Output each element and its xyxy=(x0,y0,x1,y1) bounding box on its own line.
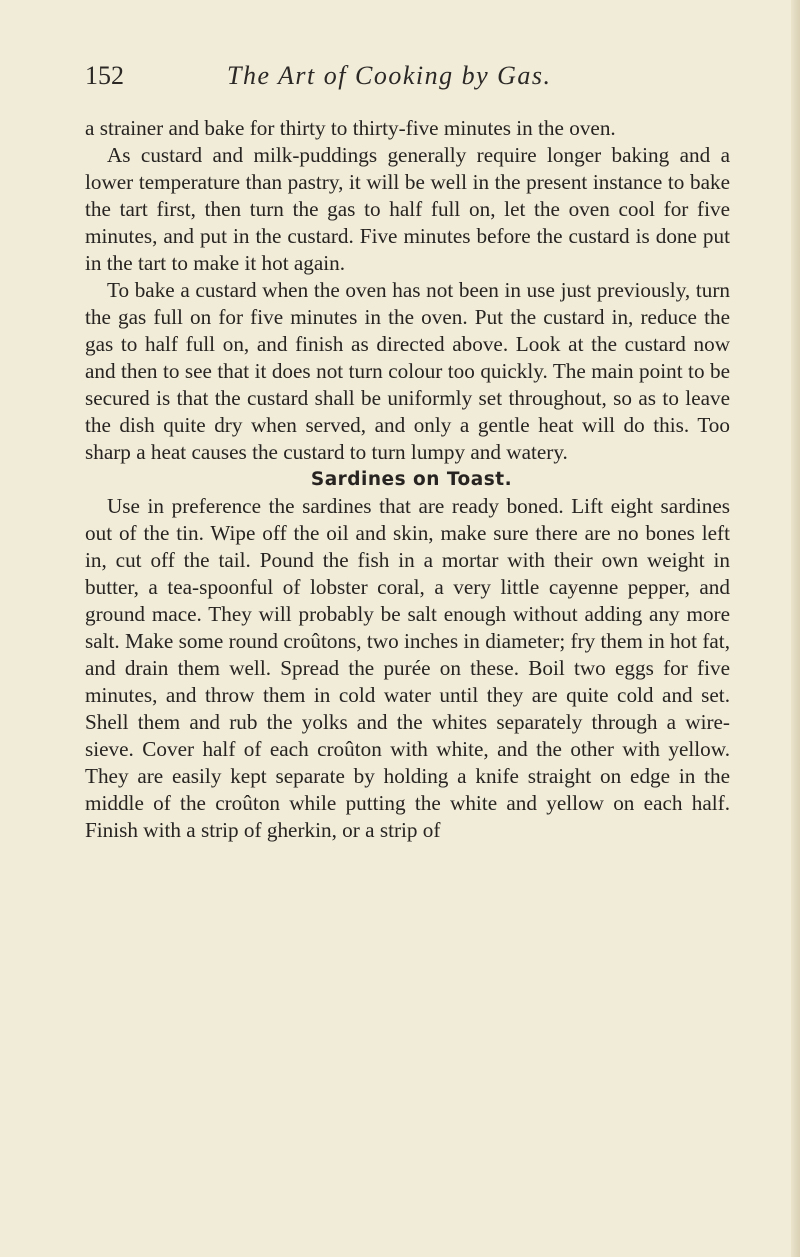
page-number: 152 xyxy=(85,61,124,90)
section-heading: Sardines on Toast. xyxy=(310,469,513,490)
page-edge xyxy=(791,0,800,1257)
body-text xyxy=(85,115,730,844)
paragraph-custard-fresh-oven: To bake a custard when the oven has not been in use just previously, turn the gas full on for five minutes in the oven. Put the custard in, reduce the gas to half full on, and finish as directed above. Look at the custard now and then to see that it does not turn colour too quickly. The main point to be secured is that the custard shall be uniformly set throughout, so as to leave the dish quite dry when served, and only a gentle heat will do this. Too sharp a heat causes the custard to turn lumpy and watery. xyxy=(85,278,730,464)
paragraph-custard-baking: As custard and milk-puddings generally require longer baking and a lower temperature than pastry, it will be well in the present instance to bake the tart first, then turn the gas to half full on, let the oven cool for five minutes, and put in the custard. Five minutes before the custard is done put in the tart to make it hot again. xyxy=(85,143,730,275)
running-title: The Art of Cooking by Gas. xyxy=(227,61,552,90)
running-head xyxy=(85,58,745,94)
paragraph-sardines: Use in preference the sardines that are ready boned. Lift eight sardines out of the tin. Wipe off the oil and skin, make sure there are no bones left in, cut off the tail. Pound the fish in a mortar with their own weight in butter, a tea-spoonful of lobster coral, a very little cayenne pepper, and ground mace. They will probably be salt enough without adding any more salt. Make some round croûtons, two inches in diameter; fry them in hot fat, and drain them well. Spread the purée on these. Boil two eggs for five minutes, and throw them in cold water until they are quite cold and set. Shell them and rub the yolks and the whites separately through a wire-sieve. Cover half of each croûton with white, and the other with yellow. They are easily kept separate by holding a knife straight on edge in the middle of the croûton while putting the white and yellow on each half. Finish with a strip of gherkin, or a strip of xyxy=(85,494,730,842)
paragraph-continuation: a strainer and bake for thirty to thirty-five minutes in the oven. xyxy=(85,116,616,140)
